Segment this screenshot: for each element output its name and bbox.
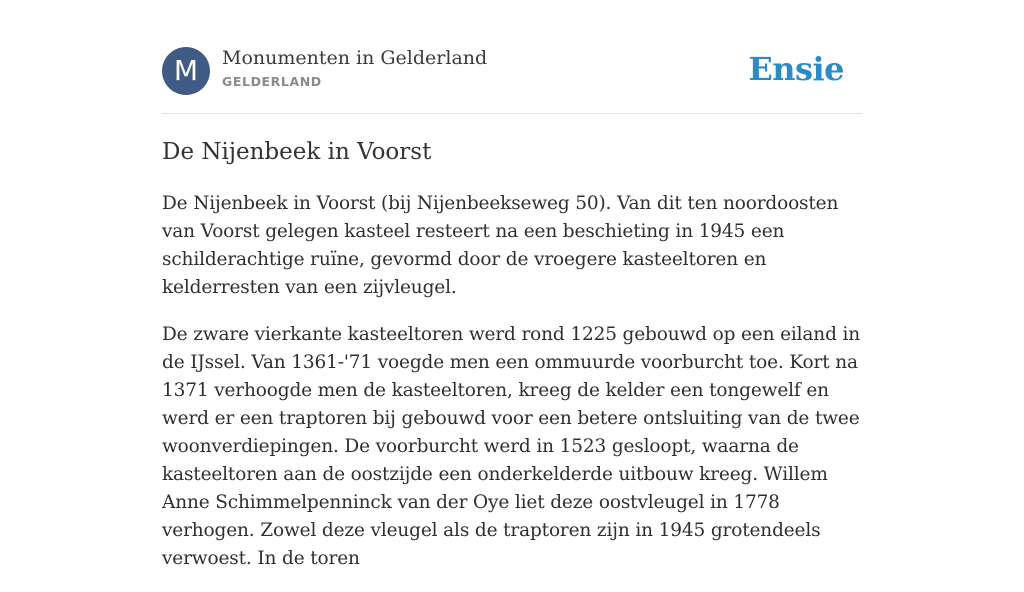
- header: [162, 46, 862, 96]
- article-paragraph: De zware vierkante kasteeltoren werd rond 1225 gebouwd op een eiland in de IJssel. Van 1361-'71 voegde men een ommuurde voorburcht toe. Kort na 1371 verhoogde men de kasteeltoren, kreeg de kelder een tongewelf en werd er een traptoren bij gebouwd voor een betere ontsluiting van de twee woonverdiepingen. De voorburcht werd in 1523 gesloopt, waarna de kasteeltoren aan de oostzijde een onderkelderde uitbouw kreeg. Willem Anne Schimmelpenninck van der Oye liet deze oostvleugel in 1778 verhogen. Zowel deze vleugel als de traptoren zijn in 1945 grotendeels verwoest. In de toren: [162, 324, 861, 569]
- collection-avatar[interactable]: M: [162, 47, 210, 95]
- article-paragraph: De Nijenbeek in Voorst (bij Nijenbeekseweg 50). Van dit ten noordoosten van Voorst gelegen kasteel resteert na een beschieting in 1945 een schilderachtige ruïne, gevormd door de vroegere kasteeltoren en kelderresten van een zijvleugel.: [162, 193, 839, 298]
- category-link[interactable]: GELDERLAND: [222, 74, 322, 89]
- article-body: [162, 190, 872, 592]
- ensie-logo[interactable]: Ensie: [748, 50, 844, 88]
- page-title: De Nijenbeek in Voorst: [162, 139, 432, 165]
- collection-title-link[interactable]: Monumenten in Gelderland: [222, 47, 488, 69]
- header-divider: [162, 113, 862, 114]
